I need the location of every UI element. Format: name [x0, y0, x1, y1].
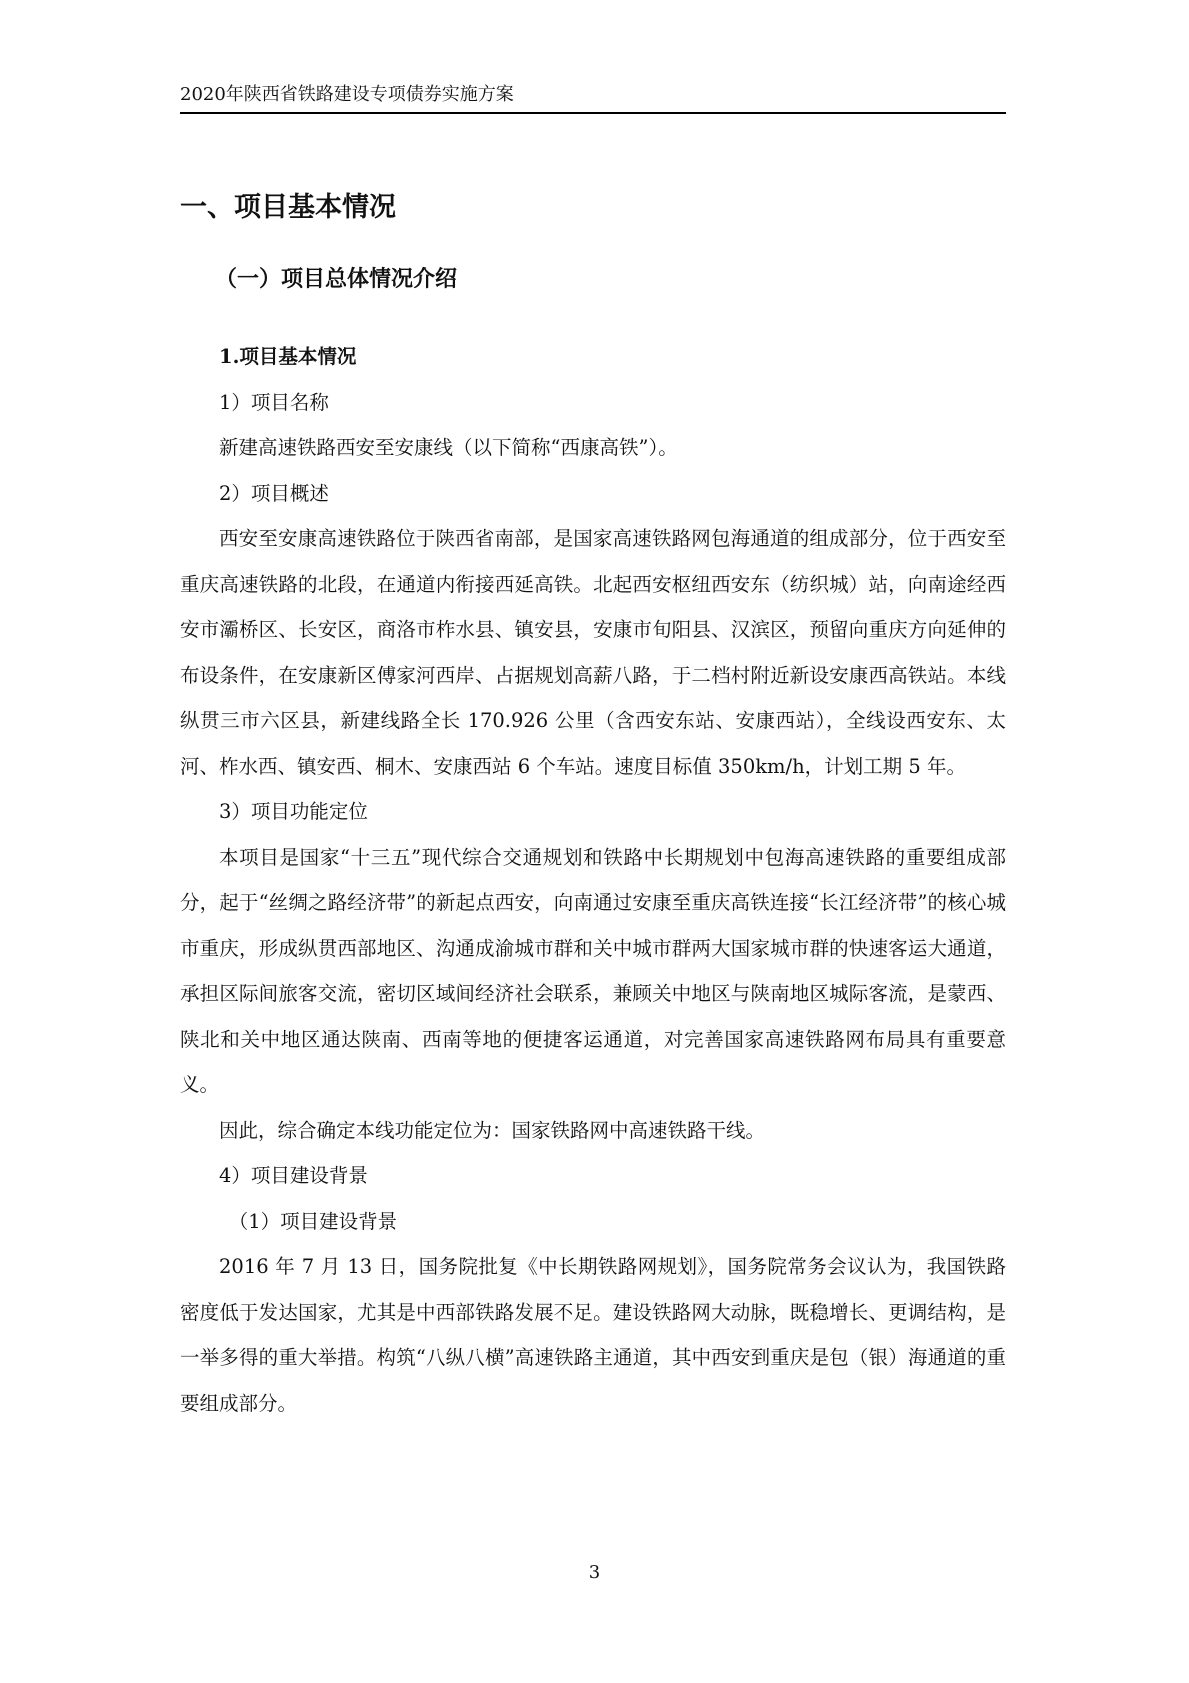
- project-name-label: 1）项目名称: [219, 390, 329, 414]
- project-background-sublabel: （1）项目建设背景: [228, 1209, 398, 1233]
- project-overview-text: 西安至安康高速铁路位于陕西省南部，是国家高速铁路网包海通道的组成部分，位于西安至重庆高速铁路的北段，在通道内衔接西延高铁。北起西安枢纽西安东（纺织城）站，向南途经西安市灞桥区、长安区，商洛市柞水县、镇安县，安康市旬阳县、汉滨区，预留向重庆方向延伸的布设条件，在安康新区傅家河西岸、占据规划高薪八路，于二档村附近新设安康西高铁站。本线纵贯三市六区县，新建线路全长 170.926 公里（含西安东站、安康西站），全线设西安东、太河、柞水西、镇安西、桐木、安康西站 6 个车站。速度目标值 350km/h，计划工期 5 年。: [180, 527, 1006, 778]
- page-number: 3: [588, 1562, 601, 1583]
- section-title: 一、项目基本情况: [180, 192, 396, 223]
- project-function-text: 本项目是国家“十三五”现代综合交通规划和铁路中长期规划中包海高速铁路的重要组成部分，起于“丝绸之路经济带”的新起点西安，向南通过安康至重庆高铁连接“长江经济带”的核心城市重庆，形成纵贯西部地区、沟通成渝城市群和关中城市群两大国家城市群的快速客运大通道，承担区际间旅客交流，密切区域间经济社会联系，兼顾关中地区与陕南地区城际客流，是蒙西、陕北和关中地区通达陕南、西南等地的便捷客运通道，对完善国家高速铁路网布局具有重要意义。: [180, 845, 1006, 1096]
- header-title: 2020年陕西省铁路建设专项债券实施方案: [180, 84, 514, 105]
- project-background-label: 4）项目建设背景: [219, 1164, 368, 1187]
- project-name-text: 新建高速铁路西安至安康线（以下简称“西康高铁”）。: [219, 436, 678, 459]
- subsection-title: （一）项目总体情况介绍: [215, 266, 458, 292]
- project-background-text: 2016 年 7 月 13 日，国务院批复《中长期铁路网规划》，国务院常务会议认为，我国铁路密度低于发达国家，尤其是中西部铁路发展不足。建设铁路网大动脉，既稳增长、更调结构，是一举多得的重大举措。构筑“八纵八横”高速铁路主通道，其中西安到重庆是包（银）海通道的重要组成部分。: [180, 1255, 1006, 1415]
- project-overview-label: 2）项目概述: [219, 481, 329, 505]
- document-body: [180, 334, 1006, 1426]
- project-function-conclusion: 因此，综合确定本线功能定位为：国家铁路网中高速铁路干线。: [219, 1118, 766, 1142]
- project-function-label: 3）项目功能定位: [219, 800, 368, 823]
- page-header: [180, 82, 1006, 114]
- item-heading: 1.项目基本情况: [219, 345, 357, 368]
